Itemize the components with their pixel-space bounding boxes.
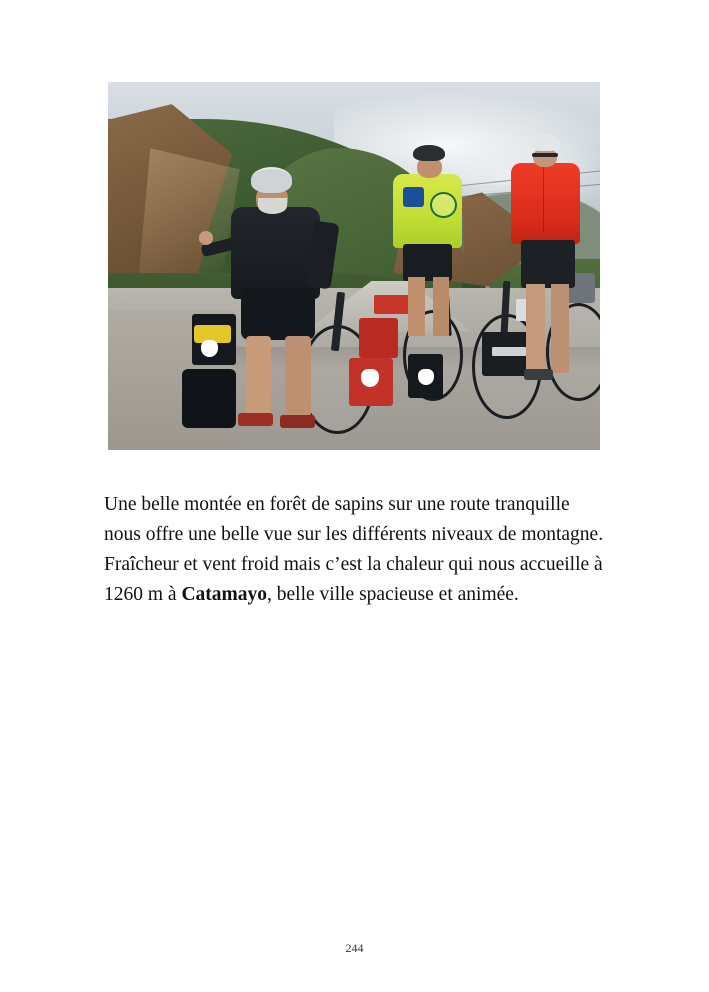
cyclist-center-logo bbox=[403, 187, 424, 207]
cyclist-center-shorts bbox=[403, 244, 452, 281]
cyclist-left-shoe bbox=[238, 413, 272, 426]
pannier-heart-decal bbox=[418, 369, 434, 385]
cyclist-left-helmet bbox=[251, 167, 293, 193]
pannier-heart-decal bbox=[201, 340, 218, 357]
cyclist-right-leg bbox=[526, 284, 545, 372]
paragraph-line-3: niveaux de montagne. Fraîcheur et vent froid mais bbox=[104, 524, 604, 575]
cyclist-center-leg bbox=[433, 277, 450, 336]
cyclist-center-helmet bbox=[413, 145, 444, 162]
cyclist-left-torso bbox=[231, 207, 320, 299]
cyclist-right-shorts bbox=[521, 240, 575, 288]
cyclist-right-jacket bbox=[511, 163, 580, 244]
cyclist-left-leg bbox=[285, 336, 311, 417]
photo-cyclists bbox=[108, 82, 600, 450]
cyclist-left-beard bbox=[258, 198, 288, 214]
sunglasses-icon bbox=[532, 153, 558, 158]
photo-canvas bbox=[108, 82, 600, 450]
paragraph-line-4: c’est la chaleur qui nous accueille à 1260 m à bbox=[104, 554, 603, 605]
cyclist-right-leg bbox=[551, 284, 570, 372]
cyclist-left-leg bbox=[246, 336, 272, 417]
page-number: 244 bbox=[345, 941, 364, 955]
cyclist-left-shoe bbox=[280, 415, 314, 428]
body-paragraph bbox=[104, 490, 606, 610]
pannier-bag-red bbox=[359, 318, 398, 358]
paragraph-line-2: tranquille nous offre une belle vue sur les différents bbox=[104, 494, 570, 545]
cyclist-center-leg bbox=[408, 277, 425, 336]
cyclist-right-helmet bbox=[529, 134, 560, 152]
cyclist-right-zipper bbox=[543, 167, 544, 233]
utility-pole bbox=[462, 214, 464, 251]
paragraph-line-1: Une belle montée en forêt de sapins sur une route bbox=[104, 494, 491, 515]
cyclist-left-shorts bbox=[241, 288, 315, 340]
paragraph-line-5: , belle ville spacieuse et animée. bbox=[267, 584, 519, 605]
paragraph-text bbox=[104, 490, 606, 610]
pannier-brand-label bbox=[492, 347, 526, 356]
cyclist-left-hand bbox=[199, 231, 214, 244]
place-name-catamayo: Catamayo bbox=[181, 584, 268, 605]
pannier-bag bbox=[182, 369, 236, 428]
cyclist-right-shoe bbox=[524, 369, 554, 380]
